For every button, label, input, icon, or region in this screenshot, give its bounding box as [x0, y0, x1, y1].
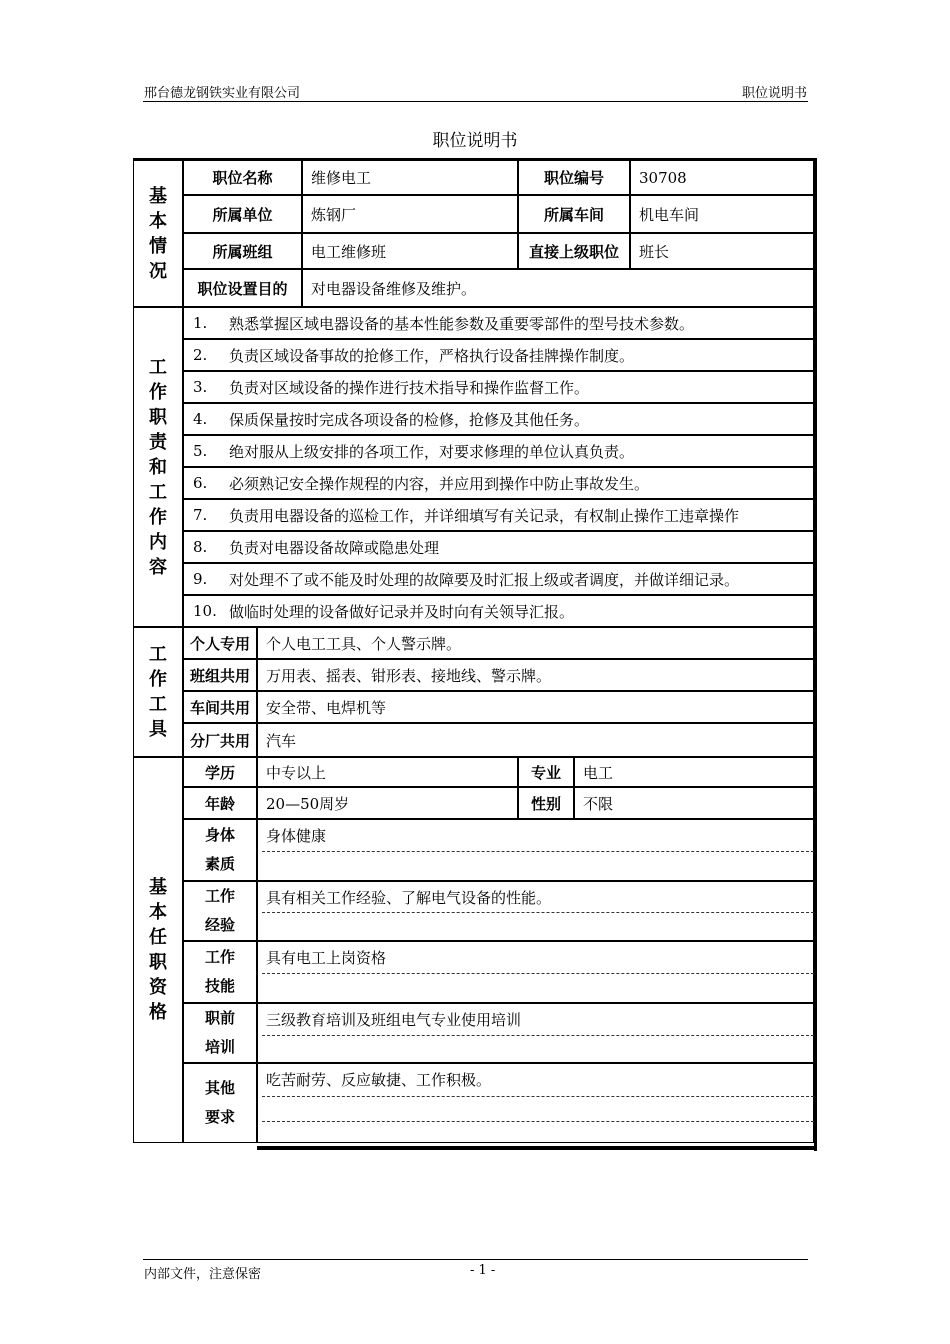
header-company: 邢台德龙钢铁实业有限公司 [144, 86, 301, 101]
section-qualifications: 基本任职资格 [133, 757, 183, 1143]
tool-value: 个人电工工具、个人警示牌。 [257, 627, 814, 659]
position-no-label: 职位编号 [518, 160, 630, 195]
unit-value: 炼钢厂 [302, 195, 518, 233]
other-value: 吃苦耐劳、反应敏捷、工作积极。 [257, 1063, 814, 1143]
position-name-label: 职位名称 [183, 160, 302, 195]
education-label: 学历 [183, 757, 257, 787]
section-duties: 工作职责和工作内容 [133, 307, 183, 627]
team-label: 所属班组 [183, 233, 302, 269]
experience-label: 工作 经验 [183, 881, 257, 941]
page-number: - 1 - [470, 1263, 496, 1278]
position-no-value: 30708 [630, 160, 814, 195]
tool-label: 车间共用 [183, 691, 257, 723]
duty-item: 3. 负责对区域设备的操作进行技术指导和操作监督工作。 [183, 371, 814, 403]
duty-item: 1. 熟悉掌握区域电器设备的基本性能参数及重要零部件的型号技术参数。 [183, 307, 814, 339]
purpose-value: 对电器设备维修及维护。 [302, 269, 814, 307]
education-value: 中专以上 [257, 757, 518, 787]
dashed-rule [262, 912, 814, 913]
duty-item: 10. 做临时处理的设备做好记录并及时向有关领导汇报。 [183, 595, 814, 627]
workshop-value: 机电车间 [630, 195, 814, 233]
tool-label: 班组共用 [183, 659, 257, 691]
footer-rule [143, 1259, 808, 1260]
tool-label: 个人专用 [183, 627, 257, 659]
workshop-label: 所属车间 [518, 195, 630, 233]
tool-value: 汽车 [257, 723, 814, 757]
page-title: 职位说明书 [432, 131, 518, 151]
duty-item: 6. 必须熟记安全操作规程的内容，并应用到操作中防止事故发生。 [183, 467, 814, 499]
training-label: 职前 培训 [183, 1003, 257, 1063]
tool-value: 安全带、电焊机等 [257, 691, 814, 723]
dashed-rule [262, 1121, 814, 1122]
position-name-value: 维修电工 [302, 160, 518, 195]
major-value: 电工 [574, 757, 814, 787]
body-label: 身体 素质 [183, 819, 257, 881]
duty-item: 9. 对处理不了或不能及时处理的故障要及时汇报上级或者调度，并做详细记录。 [183, 563, 814, 595]
superior-value: 班长 [630, 233, 814, 269]
skill-value: 具有电工上岗资格 [257, 941, 814, 1003]
team-value: 电工维修班 [302, 233, 518, 269]
dashed-rule [262, 1035, 814, 1036]
superior-label: 直接上级职位 [518, 233, 630, 269]
footer-confidential: 内部文件，注意保密 [144, 1267, 262, 1282]
age-label: 年龄 [183, 787, 257, 819]
duty-item: 4. 保质保量按时完成各项设备的检修，抢修及其他任务。 [183, 403, 814, 435]
section-tools: 工作工具 [133, 627, 183, 757]
duty-item: 7. 负责用电器设备的巡检工作，并详细填写有关记录，有权制止操作工违章操作 [183, 499, 814, 531]
dashed-rule [262, 851, 814, 852]
duty-item: 8. 负责对电器设备故障或隐患处理 [183, 531, 814, 563]
header-doc-type: 职位说明书 [741, 86, 807, 101]
training-value: 三级教育培训及班组电气专业使用培训 [257, 1003, 814, 1063]
gender-label: 性别 [518, 787, 574, 819]
section-basic: 基本情况 [133, 160, 183, 307]
duty-item: 5. 绝对服从上级安排的各项工作，对要求修理的单位认真负责。 [183, 435, 814, 467]
other-label: 其他 要求 [183, 1063, 257, 1143]
duty-item: 2. 负责区域设备事故的抢修工作，严格执行设备挂牌操作制度。 [183, 339, 814, 371]
tool-label: 分厂共用 [183, 723, 257, 757]
body-value: 身体健康 [257, 819, 814, 881]
header-rule [143, 101, 808, 102]
major-label: 专业 [518, 757, 574, 787]
age-value: 20—50周岁 [257, 787, 518, 819]
skill-label: 工作 技能 [183, 941, 257, 1003]
gender-value: 不限 [574, 787, 814, 819]
tool-value: 万用表、摇表、钳形表、接地线、警示牌。 [257, 659, 814, 691]
dashed-rule [262, 1096, 814, 1097]
experience-value: 具有相关工作经验、了解电气设备的性能。 [257, 881, 814, 941]
unit-label: 所属单位 [183, 195, 302, 233]
dashed-rule [262, 973, 814, 974]
purpose-label: 职位设置目的 [183, 269, 302, 307]
